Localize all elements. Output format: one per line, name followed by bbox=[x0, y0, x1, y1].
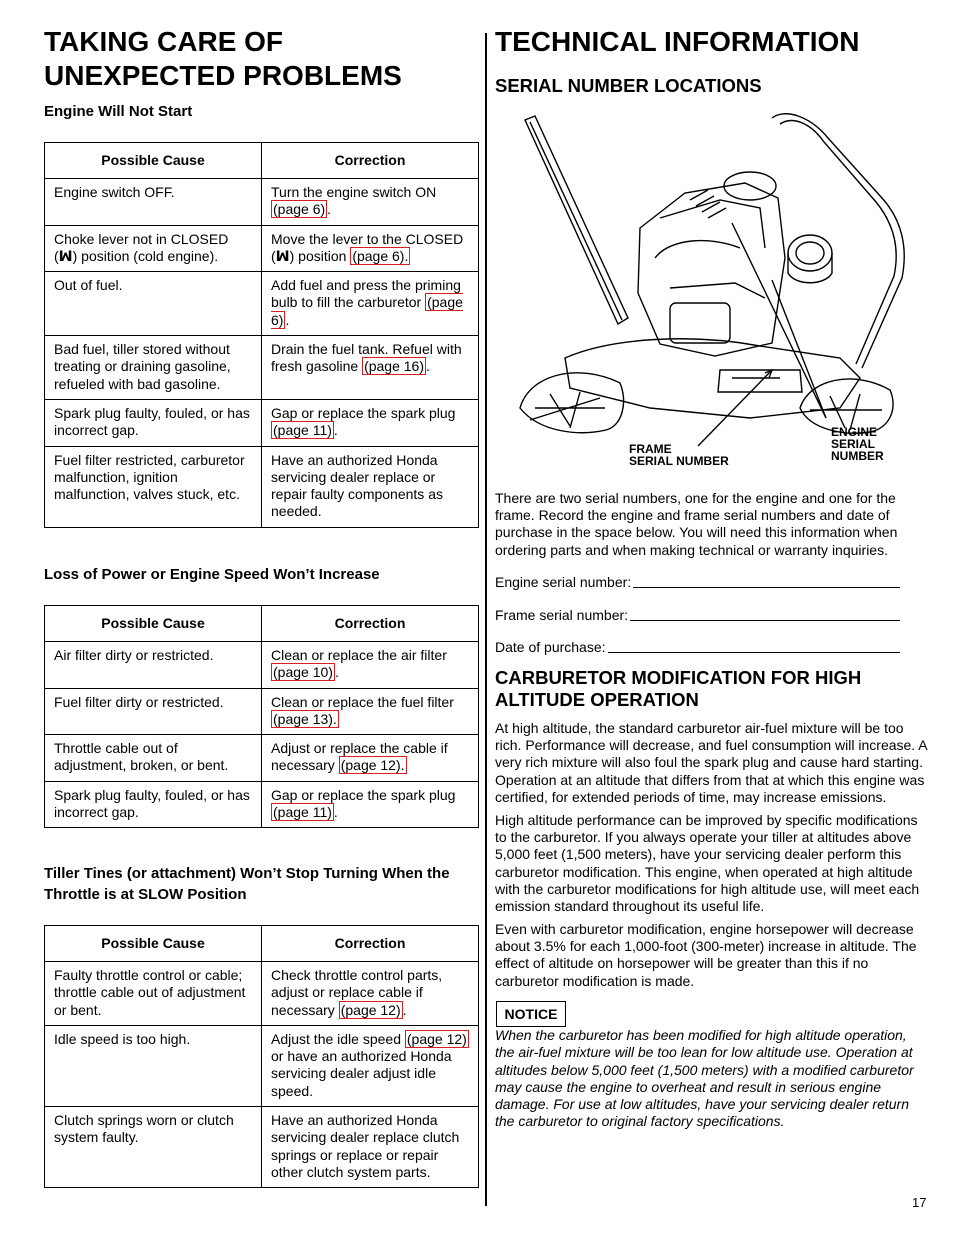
table-row bbox=[45, 962, 479, 1026]
correction-cell: Gap or replace the spark plug (page 11) . bbox=[262, 781, 479, 828]
table-loss-of-power bbox=[44, 605, 479, 828]
notice-text: When the carburetor has been modified for high altitude operation, the air-fuel mixture will be too lean for low altitude use. Operation at altitudes below 5,000 feet (1,500 meters) with a modified carburetor may cause the engine to overheat and result in serious engine damage. For use at low altitudes, have your servicing dealer return the carburetor to original factory specifications. bbox=[495, 1027, 914, 1130]
cause-cell: Spark plug faulty, fouled, or has incorrect gap. bbox=[45, 781, 262, 828]
correction-cell: Clean or replace the fuel filter (page 13). bbox=[262, 688, 479, 735]
carburetor-paragraph-3: Even with carburetor modification, engine horsepower will decrease about 3.5% for each 1,000-foot (300-meter) increase in altitude. The effect of altitude on horsepower will be greater than this if no carburetor modification is made. bbox=[495, 921, 917, 989]
correction-cell: Have an authorized Honda servicing dealer replace or repair faulty components as needed. bbox=[262, 446, 479, 527]
page-link[interactable]: (page 12) bbox=[406, 1030, 467, 1047]
serial-number-paragraph: There are two serial numbers, one for the engine and one for the frame. Record the engine and frame serial numbers and date of purchase in the space below. You will need this information when ordering parts and when making technical or warranty inquiries. bbox=[495, 490, 898, 558]
page-link[interactable]: (page 12). bbox=[340, 757, 405, 774]
correction-cell: Turn the engine switch ON (page 6) . bbox=[262, 179, 479, 226]
date-of-purchase-label: Date of purchase: bbox=[495, 639, 606, 655]
notice-badge: NOTICE bbox=[496, 1001, 566, 1027]
header-possible-cause: Possible Cause bbox=[45, 606, 262, 642]
left-handle bbox=[525, 116, 628, 324]
page-link[interactable]: (page 10) bbox=[273, 664, 333, 681]
correction-cell: Clean or replace the air filter (page 10) . bbox=[262, 642, 479, 689]
choke-closed-icon: ꟽ bbox=[275, 247, 290, 264]
engine-serial-label-1: ENGINE bbox=[831, 425, 878, 439]
page-link[interactable]: (page 13). bbox=[273, 710, 337, 727]
carburetor-paragraph-1: At high altitude, the standard carburetor air-fuel mixture will be too rich. Performance will decrease, and fuel consumption will increase. A very rich mixture will also foul the spark plug and cause hard starting. Operation at an altitude that differs from that at which this engine was certified, for extended periods of time, may increase emissions. bbox=[495, 720, 927, 805]
page-link[interactable]: (page 6) bbox=[273, 201, 326, 218]
cause-cell: Fuel filter dirty or restricted. bbox=[45, 688, 262, 735]
page-link[interactable]: (page 6). bbox=[352, 247, 409, 264]
page-title-technical-information: TECHNICAL INFORMATION bbox=[495, 26, 860, 57]
engine-serial-label-3: NUMBER bbox=[831, 449, 884, 463]
header-possible-cause: Possible Cause bbox=[45, 143, 262, 179]
table-row bbox=[45, 225, 479, 272]
heading-tines-wont-stop: Tiller Tines (or attachment) Won’t Stop Turning When the Throttle is at SLOW Position bbox=[44, 865, 450, 903]
cause-cell: Fuel filter restricted, carburetor malfunction, ignition malfunction, valves stuck, etc. bbox=[45, 446, 262, 527]
table-row bbox=[45, 399, 479, 446]
frame-arrow bbox=[698, 370, 772, 446]
cause-cell: Out of fuel. bbox=[45, 272, 262, 336]
heading-loss-of-power: Loss of Power or Engine Speed Won’t Increase bbox=[44, 566, 380, 583]
table-row bbox=[45, 688, 479, 735]
engine-serial-number-field[interactable] bbox=[495, 574, 900, 591]
engine-serial-label-2: SERIAL bbox=[831, 437, 876, 451]
engine-body bbox=[638, 183, 785, 356]
date-of-purchase-field[interactable] bbox=[495, 639, 900, 656]
page-link[interactable]: (page 11) bbox=[273, 804, 332, 821]
choke-closed-icon: ꟽ bbox=[58, 247, 73, 264]
frame-serial-number-field[interactable] bbox=[495, 607, 900, 624]
correction-cell: Move the lever to the CLOSED (ꟽ) position (page 6). bbox=[262, 225, 479, 272]
correction-cell: Adjust the idle speed (page 12) or have an authorized Honda servicing dealer adjust idle speed. bbox=[262, 1025, 479, 1106]
engine-arrow-2 bbox=[732, 223, 826, 418]
cause-cell: Air filter dirty or restricted. bbox=[45, 642, 262, 689]
table-tines-wont-stop bbox=[44, 925, 479, 1188]
table-header bbox=[45, 143, 479, 179]
frame-serial-label-1: FRAME bbox=[629, 442, 672, 456]
correction-cell: Have an authorized Honda servicing dealer replace clutch springs or replace or repair other clutch system parts. bbox=[262, 1107, 479, 1188]
page-link[interactable]: (page 6) bbox=[271, 294, 463, 328]
cause-cell: Throttle cable out of adjustment, broken, or bent. bbox=[45, 735, 262, 782]
page-link[interactable]: (page 11) bbox=[273, 422, 332, 439]
cause-cell: Choke lever not in CLOSED (ꟽ) position (cold engine). bbox=[45, 225, 262, 272]
table-row bbox=[45, 179, 479, 226]
cause-cell: Clutch springs worn or clutch system faulty. bbox=[45, 1107, 262, 1188]
cause-cell: Spark plug faulty, fouled, or has incorrect gap. bbox=[45, 399, 262, 446]
header-correction: Correction bbox=[262, 606, 479, 642]
correction-cell: Add fuel and press the priming bulb to fill the carburetor (page 6) . bbox=[262, 272, 479, 336]
fuel-cap bbox=[788, 235, 832, 271]
cause-cell: Faulty throttle control or cable; throttle cable out of adjustment or bent. bbox=[45, 962, 262, 1026]
title-line-1: TAKING CARE OF bbox=[44, 26, 284, 57]
cause-cell: Idle speed is too high. bbox=[45, 1025, 262, 1106]
header-correction: Correction bbox=[262, 143, 479, 179]
cause-cell: Engine switch OFF. bbox=[45, 179, 262, 226]
cause-cell: Bad fuel, tiller stored without treating or draining gasoline, refueled with bad gasoline. bbox=[45, 336, 262, 400]
table-row bbox=[45, 1107, 479, 1188]
table-row bbox=[45, 642, 479, 689]
frame-serial-label: Frame serial number: bbox=[495, 607, 629, 623]
table-row bbox=[45, 781, 479, 828]
heading-serial-number-locations: SERIAL NUMBER LOCATIONS bbox=[495, 75, 762, 96]
table-row bbox=[45, 735, 479, 782]
heading-carburetor-modification: CARBURETOR MODIFICATION FOR HIGH ALTITUDE OPERATION bbox=[495, 667, 862, 710]
table-engine-will-not-start bbox=[44, 142, 479, 528]
carburetor-paragraph-2: High altitude performance can be improved by specific modifications to the carburetor. If you always operate your tiller at altitudes above 5,000 feet (1,500 meters), have your servicing dealer perform this carburetor modification. This engine, when operated at high altitude with the carburetor modifications for high altitude use, will meet each emission standard throughout its useful life. bbox=[495, 812, 920, 915]
table-row bbox=[45, 336, 479, 400]
column-divider bbox=[485, 33, 487, 1206]
correction-cell: Drain the fuel tank. Refuel with fresh gasoline (page 16) . bbox=[262, 336, 479, 400]
table-row bbox=[45, 1025, 479, 1106]
frame-serial-label-2: SERIAL NUMBER bbox=[629, 454, 729, 468]
title-line-2: UNEXPECTED PROBLEMS bbox=[44, 60, 402, 91]
correction-cell: Gap or replace the spark plug (page 11) . bbox=[262, 399, 479, 446]
engine-serial-label: Engine serial number: bbox=[495, 574, 632, 590]
correction-cell: Check throttle control parts, adjust or replace cable if necessary (page 12) . bbox=[262, 962, 479, 1026]
page-link[interactable]: (page 16) bbox=[364, 358, 424, 375]
header-possible-cause: Possible Cause bbox=[45, 926, 262, 962]
header-correction: Correction bbox=[262, 926, 479, 962]
correction-cell: Adjust or replace the cable if necessary (page 12). bbox=[262, 735, 479, 782]
page-number: 17 bbox=[912, 1195, 927, 1210]
page-link[interactable]: (page 12) bbox=[340, 1001, 401, 1018]
tiller-illustration bbox=[510, 108, 920, 478]
table-header bbox=[45, 606, 479, 642]
table-header bbox=[45, 926, 479, 962]
table-row bbox=[45, 272, 479, 336]
table-row bbox=[45, 446, 479, 527]
heading-engine-will-not-start: Engine Will Not Start bbox=[44, 103, 193, 120]
page-title-troubleshooting bbox=[44, 25, 402, 93]
